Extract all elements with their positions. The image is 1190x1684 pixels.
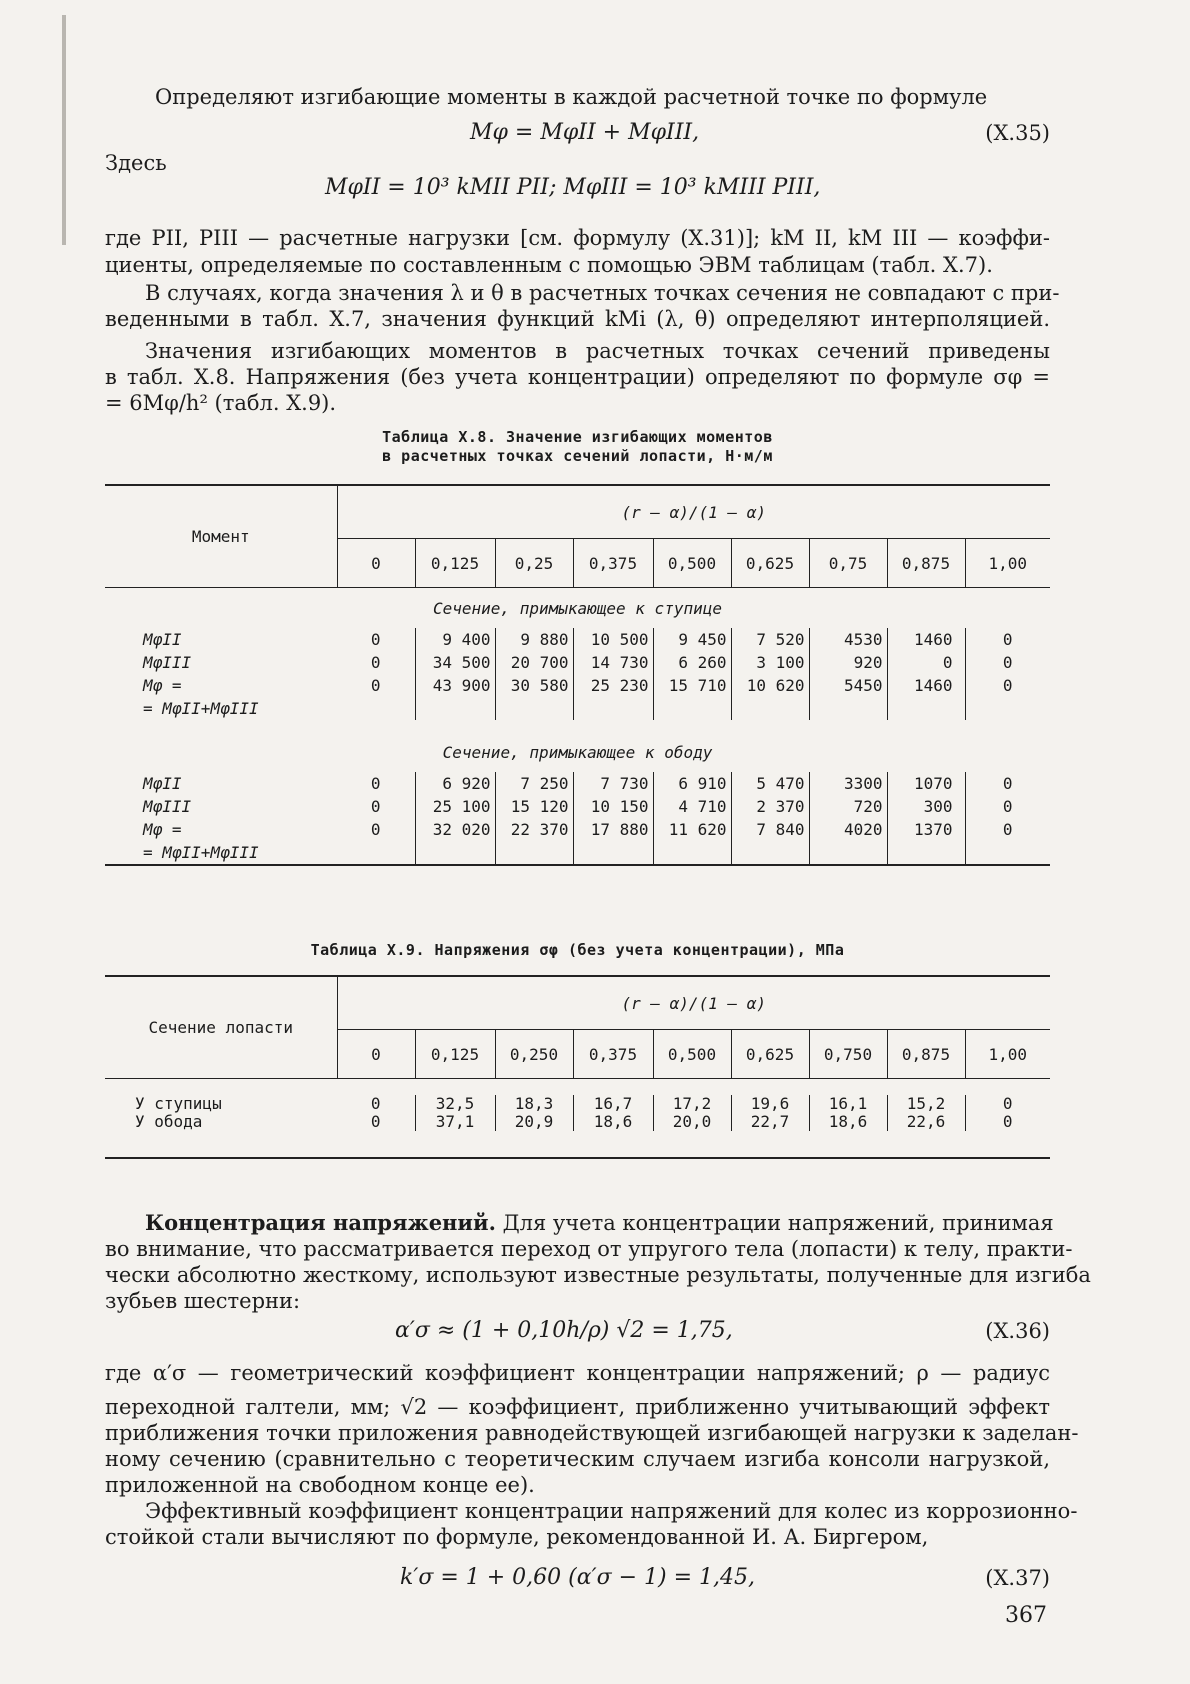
table9-cell: 19,6 bbox=[731, 1095, 809, 1113]
table8-cell: 7 730 bbox=[573, 772, 653, 795]
table8-cell: 6 260 bbox=[653, 651, 731, 674]
paragraph-alpha-line2: переходной галтели, мм; √2 — коэффициент, приближенно учитывающий эффект bbox=[105, 1395, 1050, 1419]
table8-cell: 0 bbox=[1002, 797, 1013, 816]
table-bending-moments bbox=[105, 484, 1050, 866]
table8-cell: 720 bbox=[809, 795, 887, 818]
table9-cell: 18,3 bbox=[495, 1095, 573, 1113]
table8-cell bbox=[415, 697, 495, 720]
table8-row-label: MφIII bbox=[143, 653, 192, 672]
table-row bbox=[105, 1095, 1050, 1113]
table8-cell: 0 bbox=[887, 651, 965, 674]
paragraph-intro: Определяют изгибающие моменты в каждой расчетной точке по формуле bbox=[155, 85, 988, 109]
paragraph-concentration-line1 bbox=[105, 1210, 1054, 1236]
table9-column-header: 0,750 bbox=[809, 1030, 887, 1079]
table8-section-row bbox=[105, 588, 1050, 629]
table9-cell: 18,6 bbox=[573, 1113, 653, 1131]
table-row bbox=[105, 628, 1050, 651]
paragraph-values-line1: Значения изгибающих моментов в расчетных точках сечений приведены bbox=[145, 339, 1050, 363]
table8-cell: 32 020 bbox=[415, 818, 495, 841]
table8-cell bbox=[337, 697, 415, 720]
table8-cell bbox=[809, 697, 887, 720]
table9-cell: 18,6 bbox=[809, 1113, 887, 1131]
table8-row-label: Mφ = bbox=[143, 676, 182, 695]
table8-cell: 22 370 bbox=[495, 818, 573, 841]
table9-column-header: 0 bbox=[337, 1030, 415, 1079]
table8-cell bbox=[731, 697, 809, 720]
table8-cell: 7 840 bbox=[731, 818, 809, 841]
table8-cell: 10 500 bbox=[573, 628, 653, 651]
table8-cell bbox=[809, 841, 887, 865]
table8-spacer-cell bbox=[105, 720, 1050, 732]
table8-cell: 0 bbox=[1002, 630, 1013, 649]
table8-cell: 20 700 bbox=[495, 651, 573, 674]
formula-x36: α′σ ≈ (1 + 0,10h/ρ) √2 = 1,75, bbox=[395, 1318, 733, 1343]
table8-row-label: MφII bbox=[143, 630, 182, 649]
table8-cell: 0 bbox=[1002, 676, 1013, 695]
table9-end-row bbox=[105, 1131, 1050, 1158]
table-row bbox=[105, 1113, 1050, 1131]
table8-row-label: = MφII+MφIII bbox=[143, 699, 259, 718]
table8-cell: 34 500 bbox=[415, 651, 495, 674]
table8-cell bbox=[965, 841, 1050, 865]
table8-cell: 0 bbox=[1002, 820, 1013, 839]
table8-header-span: (r — α)/(1 — α) bbox=[337, 485, 1050, 539]
table8-cell: 6 920 bbox=[415, 772, 495, 795]
table8-cell: 7 250 bbox=[495, 772, 573, 795]
table8-cell: 6 910 bbox=[653, 772, 731, 795]
table8-cell: 9 880 bbox=[495, 628, 573, 651]
heading-concentration: Концентрация напряжений. bbox=[145, 1210, 496, 1235]
table8-cell: 0 bbox=[337, 772, 415, 795]
table8-cell bbox=[965, 697, 1050, 720]
table8-cell: 10 150 bbox=[573, 795, 653, 818]
equation-number-x36: (X.36) bbox=[985, 1319, 1050, 1343]
table8-cell: 0 bbox=[337, 628, 415, 651]
table-row bbox=[105, 795, 1050, 818]
table8-cell: 25 100 bbox=[415, 795, 495, 818]
table8-header-moment: Момент bbox=[105, 485, 337, 588]
table8-column-header: 0,375 bbox=[573, 539, 653, 588]
paragraph-alpha-line3: приближения точки приложения равнодействующей изгибающей нагрузки к заделан- bbox=[105, 1421, 1079, 1445]
table9-header-section: Сечение лопасти bbox=[105, 976, 337, 1079]
table8-cell bbox=[415, 841, 495, 865]
table8-cell: 1370 bbox=[887, 818, 965, 841]
table8-cell: 9 400 bbox=[415, 628, 495, 651]
table9-cell: 17,2 bbox=[653, 1095, 731, 1113]
table8-row-label: = MφII+MφIII bbox=[143, 843, 259, 862]
table9-header-span: (r — α)/(1 — α) bbox=[337, 976, 1050, 1030]
table-row bbox=[105, 674, 1050, 697]
table8-column-header: 0,25 bbox=[495, 539, 573, 588]
table8-caption-line2: в расчетных точках сечений лопасти, Н·м/м bbox=[382, 447, 773, 465]
table8-cell: 0 bbox=[337, 795, 415, 818]
paragraph-interp-line1: В случаях, когда значения λ и θ в расчетных точках сечения не совпадают с при- bbox=[145, 281, 1060, 305]
table9-column-header: 1,00 bbox=[988, 1044, 1028, 1064]
table8-cell: 5 470 bbox=[731, 772, 809, 795]
table-stresses bbox=[105, 975, 1050, 1159]
table9-cell: 22,7 bbox=[731, 1113, 809, 1131]
table9-column-header: 0,625 bbox=[731, 1030, 809, 1079]
table8-cell bbox=[337, 841, 415, 865]
table8-cell bbox=[887, 697, 965, 720]
table9-cell: 20,0 bbox=[653, 1113, 731, 1131]
table9-caption: Таблица X.9. Напряжения σφ (без учета концентрации), МПа bbox=[310, 941, 845, 959]
table8-column-header: 1,00 bbox=[988, 553, 1028, 573]
paragraph-effective-line2: стойкой стали вычисляют по формуле, рекомендованной И. А. Биргером, bbox=[105, 1525, 929, 1549]
table8-cell: 25 230 bbox=[573, 674, 653, 697]
table8-cell: 0 bbox=[337, 818, 415, 841]
table8-cell: 9 450 bbox=[653, 628, 731, 651]
table8-cell: 10 620 bbox=[731, 674, 809, 697]
table8-cell: 4 710 bbox=[653, 795, 731, 818]
table-row bbox=[105, 772, 1050, 795]
table9-cell: 22,6 bbox=[887, 1113, 965, 1131]
table8-cell: 920 bbox=[809, 651, 887, 674]
table9-column-header: 0,500 bbox=[653, 1030, 731, 1079]
table8-cell: 11 620 bbox=[653, 818, 731, 841]
table8-cell: 30 580 bbox=[495, 674, 573, 697]
table9-cell: 0 bbox=[1002, 1112, 1013, 1131]
table9-column-header: 0,125 bbox=[415, 1030, 495, 1079]
table8-row-label: Mφ = bbox=[143, 820, 182, 839]
formula-moments-sub: MφII = 10³ kMII PII; MφIII = 10³ kMIII PIII, bbox=[325, 175, 821, 200]
table8-cell: 14 730 bbox=[573, 651, 653, 674]
paragraph-loads-line2: циенты, определяемые по составленным с помощью ЭВМ таблицам (табл. X.7). bbox=[105, 253, 993, 277]
page-number: 367 bbox=[1005, 1603, 1047, 1628]
table9-cell: 0 bbox=[337, 1095, 415, 1113]
table9-end-cell bbox=[105, 1131, 1050, 1158]
table8-column-header: 0,875 bbox=[887, 539, 965, 588]
table8-spacer-row bbox=[105, 720, 1050, 732]
table8-cell: 0 bbox=[337, 674, 415, 697]
table9-cell: 32,5 bbox=[415, 1095, 495, 1113]
table8-section-title: Сечение, примыкающее к ступице bbox=[433, 598, 722, 618]
table9-cell: 16,1 bbox=[809, 1095, 887, 1113]
table8-cell bbox=[731, 841, 809, 865]
table8-cell bbox=[887, 841, 965, 865]
paragraph-concentration-line2: во внимание, что рассматривается переход от упругого тела (лопасти) к телу, практи- bbox=[105, 1237, 1073, 1261]
table8-cell: 2 370 bbox=[731, 795, 809, 818]
table8-cell bbox=[495, 697, 573, 720]
paragraph-values-line2: в табл. X.8. Напряжения (без учета концентрации) определяют по формуле σφ = bbox=[105, 365, 1050, 389]
paragraph-loads-line1: где PII, PIII — расчетные нагрузки [см. формулу (X.31)]; kM II, kM III — коэффи- bbox=[105, 226, 1050, 250]
table-row bbox=[105, 697, 1050, 720]
table9-column-header: 0,250 bbox=[495, 1030, 573, 1079]
paragraph-concentration-line4: зубьев шестерни: bbox=[105, 1289, 301, 1313]
table8-cell bbox=[573, 697, 653, 720]
table-row bbox=[105, 651, 1050, 674]
scan-edge-mark bbox=[62, 15, 66, 245]
paragraph-values-line3: = 6Mφ/h² (табл. X.9). bbox=[105, 391, 337, 415]
paragraph-alpha-line4: ному сечению (сравнительно с теоретическим случаем изгиба консоли нагрузкой, bbox=[105, 1447, 1050, 1471]
table8-cell: 43 900 bbox=[415, 674, 495, 697]
table8-column-header: 0,625 bbox=[731, 539, 809, 588]
formula-x35: Mφ = MφII + MφIII, bbox=[470, 120, 700, 145]
paragraph-alpha-line5: приложенной на свободном конце ее). bbox=[105, 1473, 535, 1497]
table9-cell: 0 bbox=[1002, 1094, 1013, 1113]
paragraph-interp-line2: веденными в табл. X.7, значения функций kMi (λ, θ) определяют интерполяцией. bbox=[105, 307, 1050, 331]
table8-cell: 4530 bbox=[809, 628, 887, 651]
paragraph-alpha-line1: где α′σ — геометрический коэффициент концентрации напряжений; ρ — радиус bbox=[105, 1361, 1050, 1385]
table8-section-title: Сечение, примыкающее к ободу bbox=[442, 742, 713, 762]
table8-cell bbox=[653, 697, 731, 720]
table8-cell: 4020 bbox=[809, 818, 887, 841]
table-row bbox=[105, 818, 1050, 841]
table8-cell: 15 710 bbox=[653, 674, 731, 697]
equation-number-x35: (X.35) bbox=[985, 121, 1050, 145]
table-row bbox=[105, 841, 1050, 865]
table9-cell: 20,9 bbox=[495, 1113, 573, 1131]
table8-cell: 1070 bbox=[887, 772, 965, 795]
table9-cell: 37,1 bbox=[415, 1113, 495, 1131]
table8-cell: 7 520 bbox=[731, 628, 809, 651]
table8-row-label: MφIII bbox=[143, 797, 192, 816]
table8-cell: 300 bbox=[887, 795, 965, 818]
table8-caption-line1: Таблица X.8. Значение изгибающих моментов bbox=[382, 428, 773, 446]
equation-number-x37: (X.37) bbox=[985, 1566, 1050, 1590]
table8-cell: 17 880 bbox=[573, 818, 653, 841]
table9-spacer-row bbox=[105, 1079, 1050, 1096]
formula-x37: k′σ = 1 + 0,60 (α′σ − 1) = 1,45, bbox=[400, 1565, 756, 1590]
table8-column-header: 0,500 bbox=[653, 539, 731, 588]
table8-cell bbox=[495, 841, 573, 865]
table8-column-header: 0,75 bbox=[809, 539, 887, 588]
table8-cell: 1460 bbox=[887, 628, 965, 651]
table9-column-header: 0,375 bbox=[573, 1030, 653, 1079]
table8-cell: 15 120 bbox=[495, 795, 573, 818]
table9-cell: 0 bbox=[337, 1113, 415, 1131]
table9-row-label: У ступицы bbox=[135, 1094, 222, 1113]
table8-cell bbox=[573, 841, 653, 865]
paragraph-effective-line1: Эффективный коэффициент концентрации напряжений для колес из коррозионно- bbox=[145, 1499, 1078, 1523]
table8-column-header: 0 bbox=[337, 539, 415, 588]
table9-column-header: 0,875 bbox=[887, 1030, 965, 1079]
table9-spacer-cell bbox=[105, 1079, 1050, 1096]
paragraph-concentration-line3: чески абсолютно жесткому, используют известные результаты, полученные для изгиба bbox=[105, 1263, 1091, 1287]
table8-section-row bbox=[105, 732, 1050, 772]
table9-cell: 16,7 bbox=[573, 1095, 653, 1113]
table8-cell: 0 bbox=[1002, 653, 1013, 672]
table8-cell bbox=[653, 841, 731, 865]
table8-cell: 3 100 bbox=[731, 651, 809, 674]
table8-cell: 0 bbox=[337, 651, 415, 674]
table8-row-label: MφII bbox=[143, 774, 182, 793]
paragraph-concentration-text: Для учета концентрации напряжений, принимая bbox=[502, 1211, 1054, 1235]
table8-cell: 5450 bbox=[809, 674, 887, 697]
table8-cell: 3300 bbox=[809, 772, 887, 795]
table9-row-label: У обода bbox=[135, 1112, 203, 1131]
table9-cell: 15,2 bbox=[887, 1095, 965, 1113]
table8-cell: 0 bbox=[1002, 774, 1013, 793]
table8-cell: 1460 bbox=[887, 674, 965, 697]
table8-column-header: 0,125 bbox=[415, 539, 495, 588]
label-zdes: Здесь bbox=[105, 151, 167, 175]
